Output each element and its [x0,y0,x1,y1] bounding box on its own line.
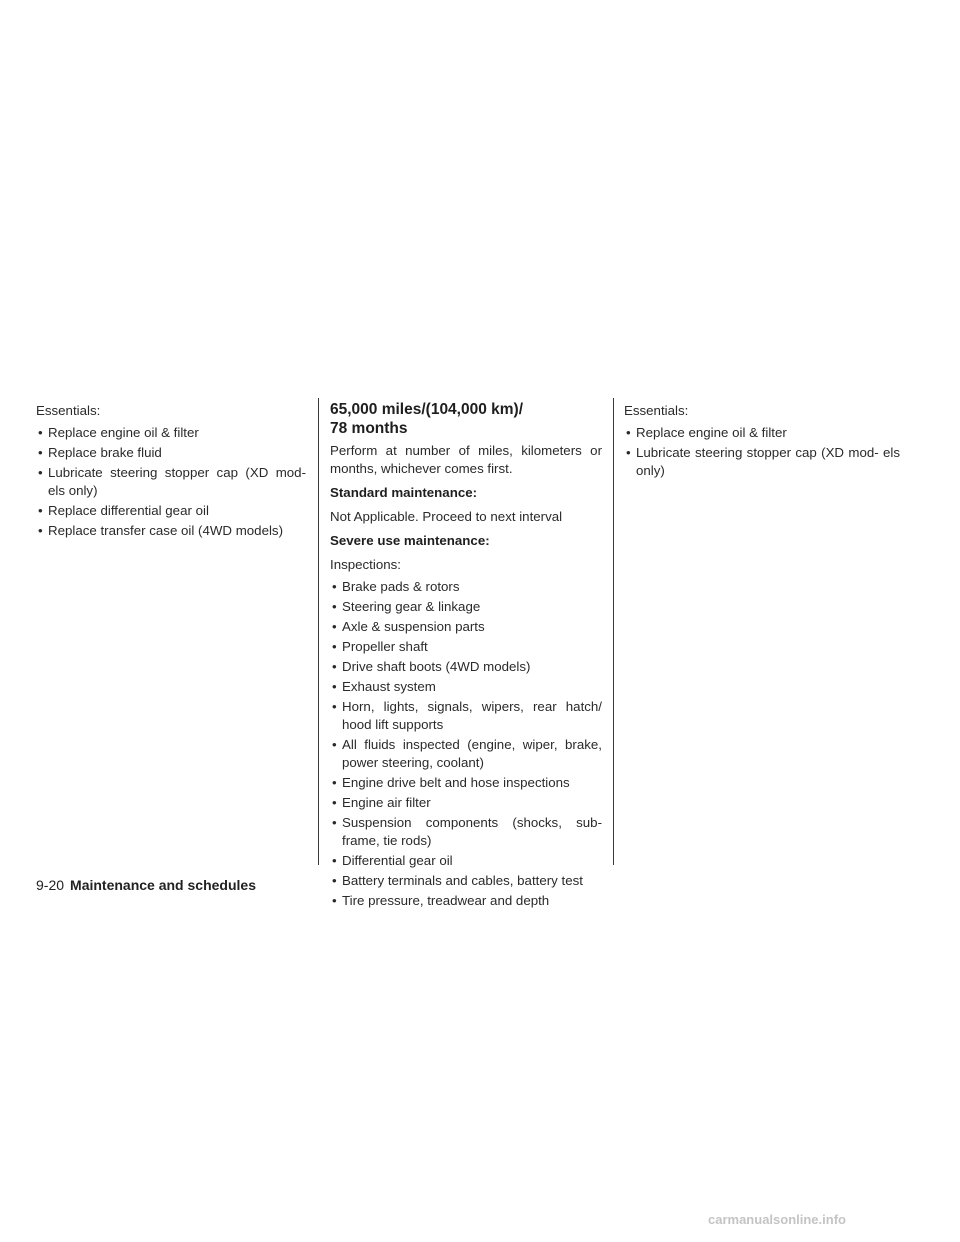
list-item: • Horn, lights, signals, wipers, rear hatch/ hood lift supports [330,698,602,734]
list-item: • Steering gear & linkage [330,598,602,616]
essentials-label: Essentials: [624,403,689,418]
list-item: • Engine drive belt and hose inspections [330,774,602,792]
essentials-label: Essentials: [36,403,101,418]
page-number: 9-20 [36,877,65,893]
interval-heading [330,400,602,438]
list-item: • Battery terminals and cables, battery test [330,872,602,890]
interval-heading-line2: 78 months [330,420,408,437]
interval-heading-line1: 65,000 miles/(104,000 km)/ [330,401,524,418]
list-item: • Replace transfer case oil (4WD models) [36,522,306,540]
list-item: • Replace engine oil & filter [624,424,900,442]
column-divider-left [318,398,319,865]
inspections-label: Inspections: [330,557,401,572]
list-item: • Lubricate steering stopper cap (XD mod- els only) [36,464,306,500]
list-item: • Replace differential gear oil [36,502,306,520]
list-item: • Propeller shaft [330,638,602,656]
list-item: • Lubricate steering stopper cap (XD mod- els only) [624,444,900,480]
list-item: • Replace brake fluid [36,444,306,462]
list-item: • Tire pressure, treadwear and depth [330,892,602,910]
column-divider-right [613,398,614,865]
list-item: • Differential gear oil [330,852,602,870]
site-watermark: carmanualsonline.info [708,1212,846,1227]
column-right [624,402,900,482]
column-middle [330,402,602,912]
page-footer [36,877,256,893]
section-title: Maintenance and schedules [70,877,256,893]
severe-maintenance-label: Severe use maintenance: [330,533,490,548]
list-item: • Brake pads & rotors [330,578,602,596]
list-item: • Replace engine oil & filter [36,424,306,442]
list-item: • All fluids inspected (engine, wiper, brake, power steering, coolant) [330,736,602,772]
standard-maintenance-label: Standard maintenance: [330,485,478,500]
list-item: • Engine air filter [330,794,602,812]
list-item: • Drive shaft boots (4WD models) [330,658,602,676]
list-item: • Suspension components (shocks, sub- frame, tie rods) [330,814,602,850]
list-item: • Axle & suspension parts [330,618,602,636]
essentials-list [624,424,900,480]
list-item: • Exhaust system [330,678,602,696]
inspections-list [330,578,602,910]
column-left [36,402,306,542]
essentials-list [36,424,306,540]
interval-intro: Perform at number of miles, kilometers or months, whichever comes first. [330,443,602,476]
standard-maintenance-text: Not Applicable. Proceed to next interval [330,509,563,524]
